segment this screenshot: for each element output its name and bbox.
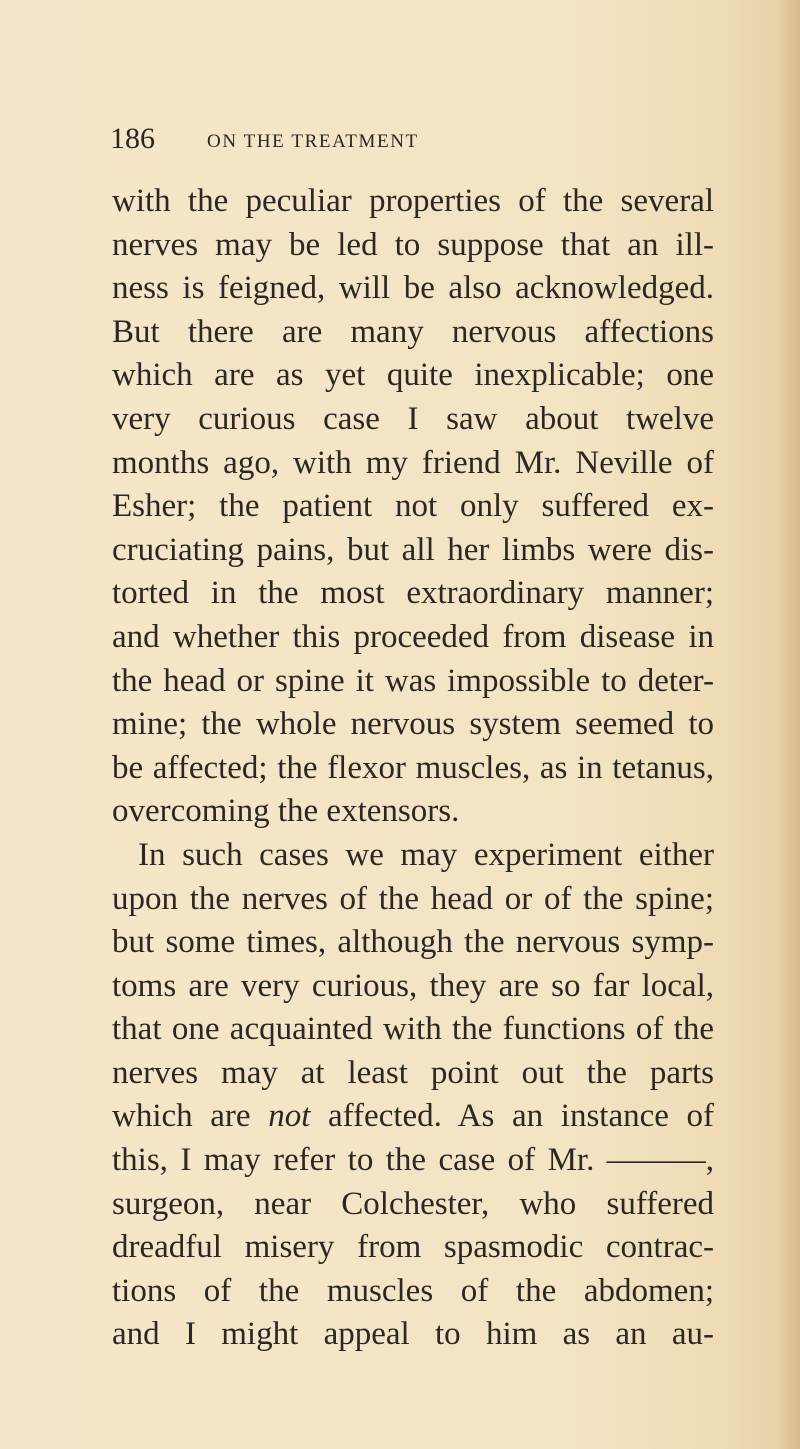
text-line: and whether this proceeded from disease in [112,618,714,655]
text-line: very curious case I saw about twelve [112,400,714,437]
text-line: overcoming the extensors. [112,793,460,830]
text-line: the head or spine it was impossible to deter- [112,662,714,699]
text-line: toms are very curious, they are so far local, [112,967,714,1004]
text-line: But there are many nervous affections [112,313,714,350]
page-edge-shadow [778,0,800,1449]
text-line: nerves may at least point out the parts [112,1054,714,1091]
text-line: which are as yet quite inexplicable; one [112,357,714,394]
text-line: and I might appeal to him as an au- [112,1316,714,1353]
text-line: ness is feigned, will be also acknowledged. [112,270,714,307]
text-line: upon the nerves of the head or of the spine; [112,880,714,917]
text-line: tions of the muscles of the abdomen; [112,1272,714,1309]
text-line: with the peculiar properties of the several [112,183,714,219]
text-line: this, I may refer to the case of Mr. ———, [112,1142,714,1179]
text-line-with-emphasis [112,1095,714,1139]
text-line: Esher; the patient not only suffered ex- [112,488,714,525]
text-line: dreadful misery from spasmodic contrac- [112,1229,714,1266]
body-text [112,180,714,1357]
text-segment: which are [112,1098,251,1135]
text-line: but some times, although the nervous symp- [112,924,714,961]
running-head: ON THE TREATMENT [207,131,419,152]
text-line: months ago, with my friend Mr. Neville of [112,444,714,481]
text-line: torted in the most extraordinary manner; [112,575,714,612]
text-line: surgeon, near Colchester, who suffered [112,1185,714,1222]
page-header [110,122,710,162]
text-segment: affected. As an instance of [328,1098,715,1135]
text-line: be affected; the flexor muscles, as in tetanus, [112,749,714,786]
emphasis-word: not [268,1098,311,1135]
text-line: mine; the whole nervous system seemed to [112,706,714,743]
text-line: cruciating pains, but all her limbs were dis- [112,531,714,568]
text-line: that one acquainted with the functions of the [112,1011,714,1048]
text-line: nerves may be led to suppose that an ill- [112,226,714,263]
paragraph-first-line: In such cases we may experiment either [138,836,714,873]
page-number: 186 [110,122,155,155]
